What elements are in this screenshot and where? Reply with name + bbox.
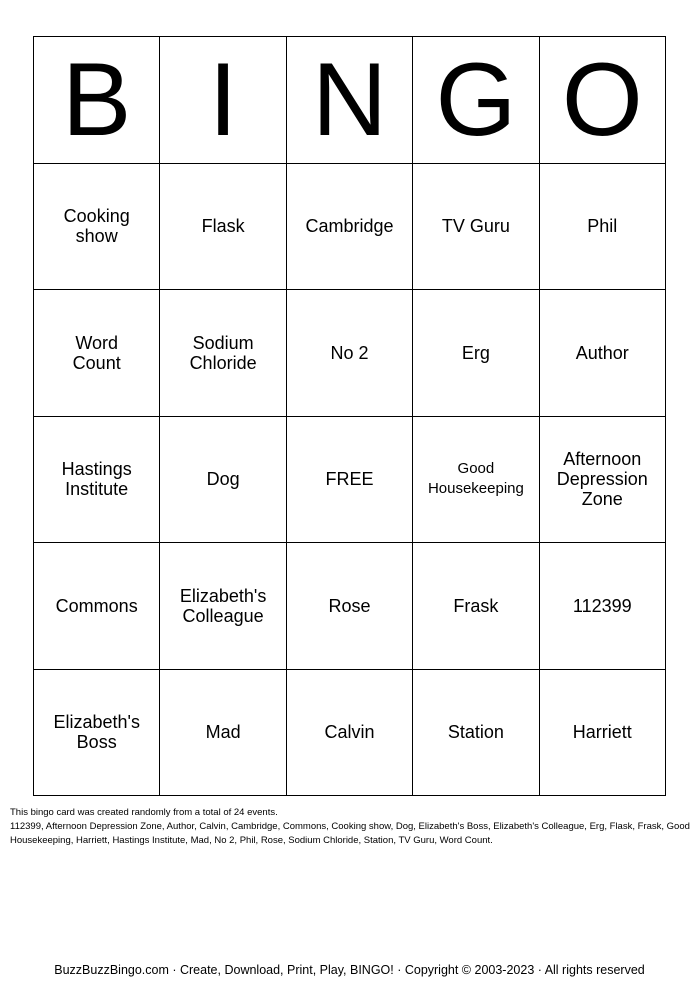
cell-text: Rose [328,595,371,616]
cell-text: Hastings Institute [61,459,132,500]
bingo-cell [540,670,666,797]
cell-text: Commons [55,595,138,616]
bingo-cell [413,290,539,417]
cell-text: FREE [325,469,374,490]
bingo-cell [287,290,413,417]
bingo-cell [540,543,666,670]
free-space-cell [287,417,413,544]
cell-text: Good Housekeeping [427,460,524,498]
cell-text: Elizabeth's Boss [53,712,140,753]
card-info-summary: This bingo card was created randomly from a total of 24 events. [10,807,278,818]
header-letter-i: I [160,37,286,164]
cell-text: Station [447,722,504,743]
bingo-cell [160,417,286,544]
cell-text: Frask [453,595,499,616]
cell-text: Word Count [72,332,121,373]
bingo-cell [287,164,413,291]
cell-text: Calvin [324,722,375,743]
card-info [10,806,690,848]
bingo-cell [413,417,539,544]
bingo-cell [34,164,160,291]
cell-text: No 2 [330,342,369,363]
header-letter-b: B [34,37,160,164]
header-letter-g: G [413,37,539,164]
bingo-cell [413,543,539,670]
cell-text: Cooking show [63,206,130,247]
bingo-cell [540,164,666,291]
cell-text: Mad [205,722,241,743]
cell-text: Erg [461,342,490,363]
cell-text: Elizabeth's Colleague [179,585,267,626]
bingo-cell [540,417,666,544]
bingo-cell [413,670,539,797]
bingo-cell [160,290,286,417]
header-letter-o: O [540,37,666,164]
cell-text: 112399 [572,595,632,616]
bingo-cell [160,543,286,670]
card-info-event-list: 112399, Afternoon Depression Zone, Author, Calvin, Cambridge, Commons, Cooking show, Dog, Elizabeth's Boss, Elizabeth's Colleague, Erg, Flask, Frask, Good Housekeeping, Harriett, Hastings Institute, Mad, No 2, Phil, Rose, Sodium Chloride, Station, TV Guru, Word Count. [10,821,690,846]
bingo-cell [160,670,286,797]
cell-text: Cambridge [305,216,394,237]
bingo-cell [540,290,666,417]
cell-text: Dog [206,469,240,490]
header-letter-n: N [287,37,413,164]
cell-text: Phil [587,216,618,237]
cell-text: Flask [201,216,245,237]
bingo-cell [160,164,286,291]
cell-text: Afternoon Depression Zone [556,449,648,510]
bingo-cell [413,164,539,291]
bingo-cell [34,290,160,417]
cell-text: Author [575,342,629,363]
bingo-cell [34,543,160,670]
cell-text: TV Guru [441,216,510,237]
bingo-cell [34,417,160,544]
cell-text: Sodium Chloride [189,332,257,373]
bingo-cell [287,543,413,670]
bingo-cell [287,670,413,797]
bingo-cell [34,670,160,797]
page-footer: BuzzBuzzBingo.com · Create, Download, Print, Play, BINGO! · Copyright © 2003-2023 · All rights reserved [54,963,645,977]
bingo-card [33,36,666,796]
cell-text: Harriett [572,722,632,743]
